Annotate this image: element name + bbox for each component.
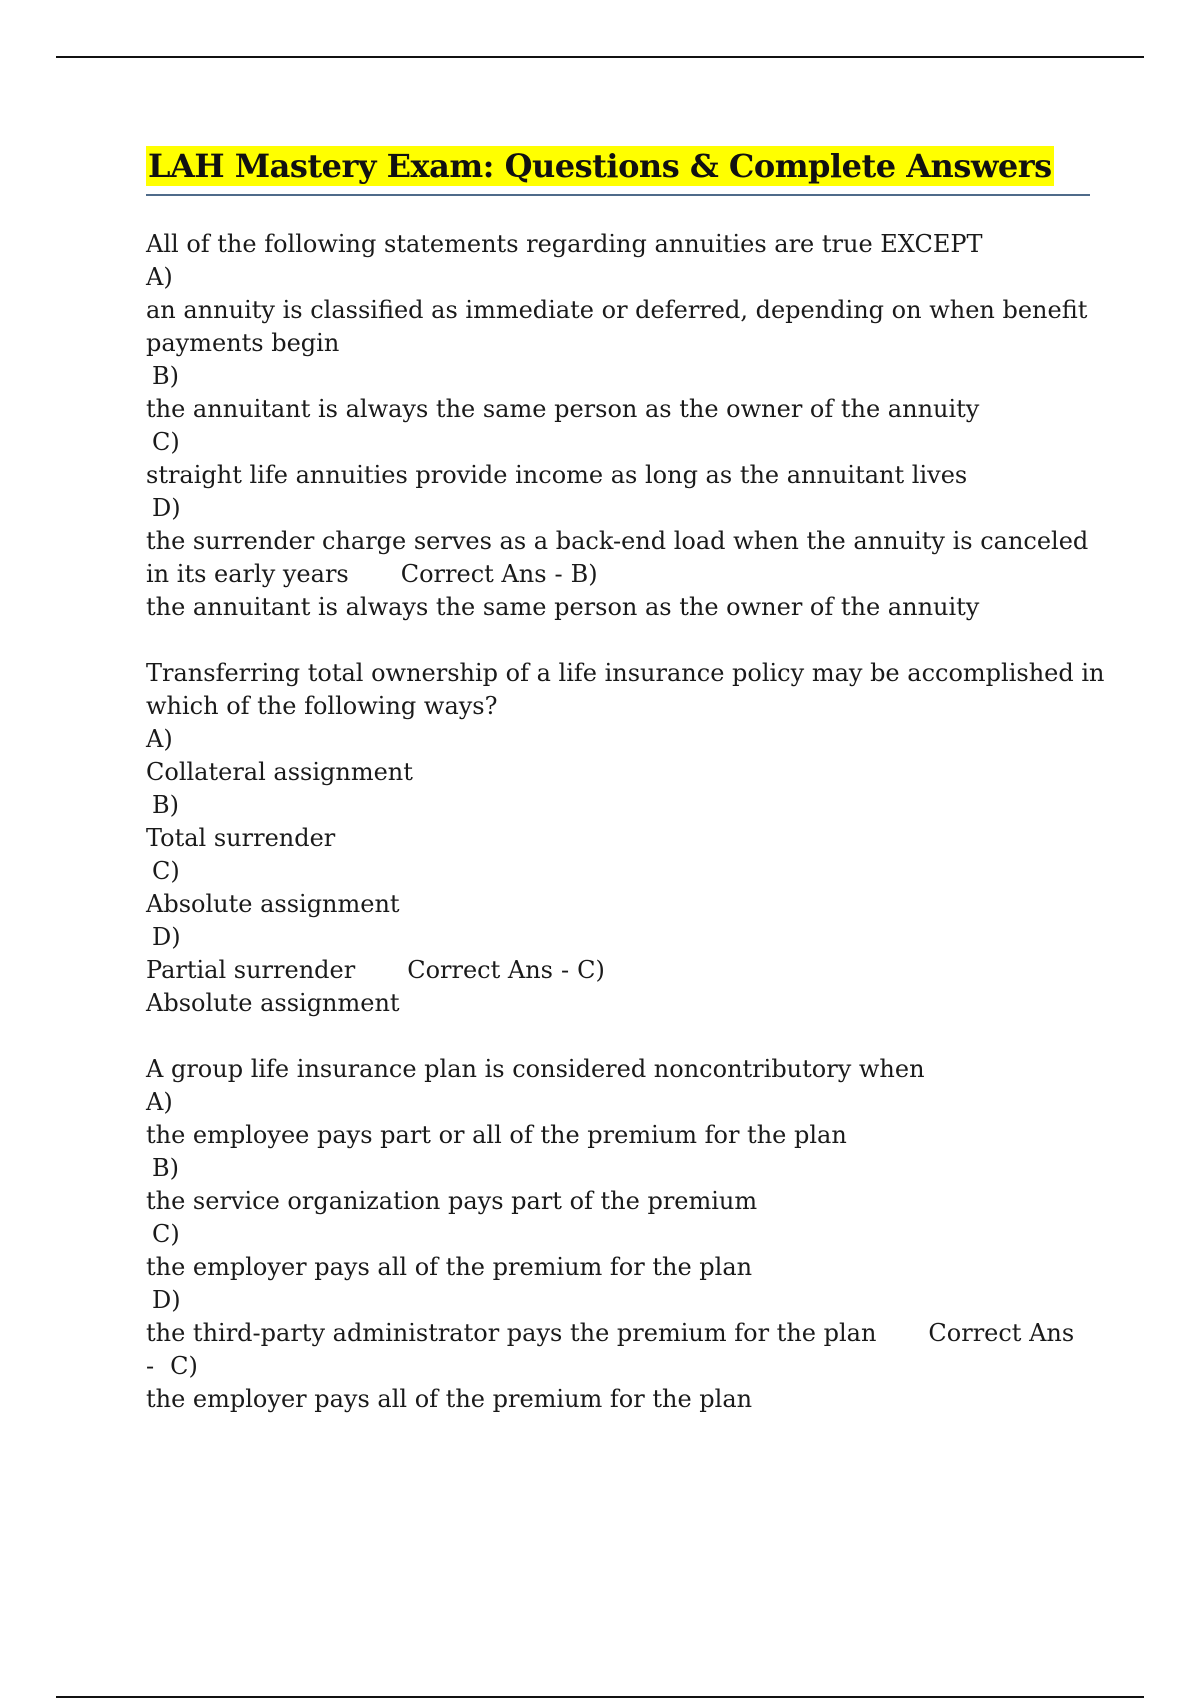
document-body (146, 146, 1105, 1416)
option-d-label: D) (152, 923, 181, 951)
option-a-text-continued: payments begin (146, 329, 340, 357)
option-c-label: C) (152, 428, 180, 456)
option-a-label: A) (146, 263, 173, 291)
answer-line (146, 1317, 1086, 1350)
option-b-text: Total surrender (146, 824, 336, 852)
answer-dash: - (146, 1352, 155, 1380)
option-c-text: straight life annuities provide income as long as the annuitant lives (146, 461, 968, 489)
option-b-text: the service organization pays part of the premium (146, 1187, 758, 1215)
question-stem: Transferring total ownership of a life insurance policy may be accomplished in (146, 659, 1105, 687)
correct-answer-text: Absolute assignment (146, 989, 400, 1017)
option-d-label: D) (152, 1286, 181, 1314)
option-a-label: A) (146, 725, 173, 753)
answer-line-continued (146, 1350, 1086, 1383)
correct-answer-letter: C) (577, 956, 605, 984)
correct-answer-letter: C) (170, 1352, 198, 1380)
question-1 (146, 228, 1089, 624)
option-a-text: the employee pays part or all of the premium for the plan (146, 1121, 847, 1149)
correct-answer-label: Correct Ans (928, 1319, 1075, 1347)
option-b-label: B) (152, 791, 179, 819)
title-block (146, 146, 1090, 196)
correct-answer-text: the annuitant is always the same person as the owner of the annuity (146, 593, 980, 621)
page-top-rule (56, 56, 1144, 58)
correct-answer-label: Correct Ans (400, 560, 547, 588)
option-c-label: C) (152, 1220, 180, 1248)
option-d-text: the third-party administrator pays the premium for the plan (146, 1319, 877, 1347)
question-stem: A group life insurance plan is considered noncontributory when (146, 1055, 925, 1083)
option-c-label: C) (152, 857, 180, 885)
answer-line (146, 558, 1086, 591)
correct-answer-text: the employer pays all of the premium for the plan (146, 1385, 753, 1413)
option-d-text-continued: in its early years (146, 560, 349, 588)
question-stem: All of the following statements regarding annuities are true EXCEPT (146, 230, 983, 258)
option-b-label: B) (152, 362, 179, 390)
correct-answer-label: Correct Ans (407, 956, 553, 984)
option-d-text: Partial surrender (146, 956, 356, 984)
question-2 (146, 657, 1105, 1020)
option-a-text: Collateral assignment (146, 758, 413, 786)
option-a-label: A) (146, 1088, 173, 1116)
option-c-text: Absolute assignment (146, 890, 400, 918)
answer-dash: - (554, 560, 563, 588)
option-d-text: the surrender charge serves as a back-end load when the annuity is canceled (146, 527, 1089, 555)
answer-line (146, 954, 1086, 987)
option-a-text: an annuity is classified as immediate or deferred, depending on when benefit (146, 296, 1088, 324)
answer-dash: - (560, 956, 570, 984)
option-d-label: D) (152, 494, 181, 522)
option-b-text: the annuitant is always the same person as the owner of the annuity (146, 395, 980, 423)
correct-answer-letter: B) (570, 560, 598, 588)
document-title: LAH Mastery Exam: Questions & Complete Answers (148, 147, 1052, 185)
option-b-label: B) (152, 1154, 179, 1182)
question-3 (146, 1053, 1086, 1416)
page-bottom-rule (56, 1696, 1144, 1698)
question-stem-continued: which of the following ways? (146, 692, 498, 720)
option-c-text: the employer pays all of the premium for the plan (146, 1253, 753, 1281)
